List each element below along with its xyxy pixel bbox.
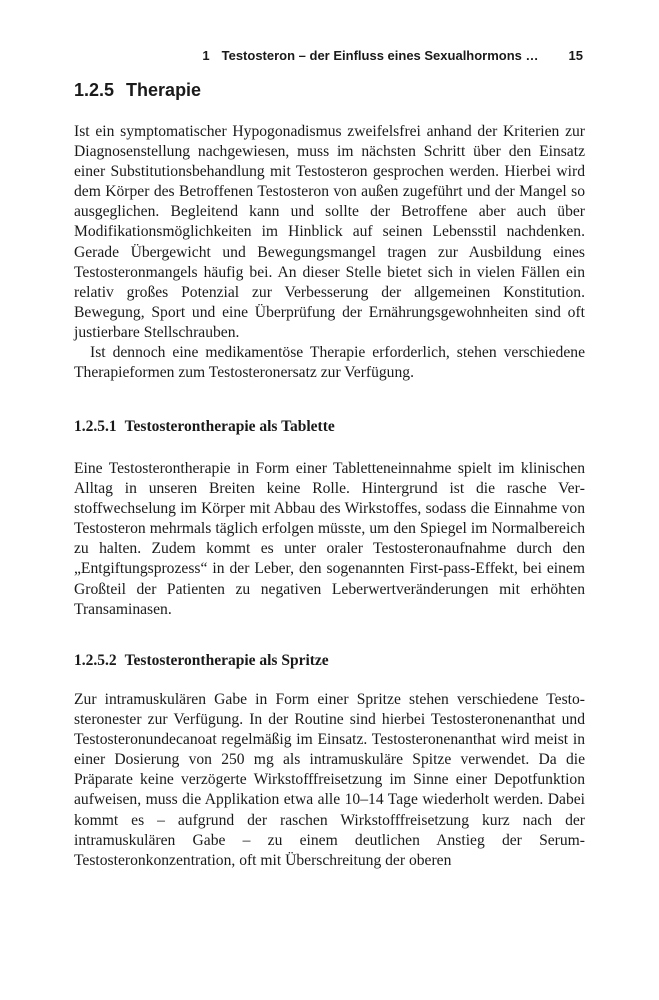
section-title: Therapie	[126, 80, 202, 100]
subsection-number: 1.2.5.1	[74, 418, 117, 435]
subsection-title: Testosterontherapie als Spritze	[124, 652, 329, 669]
paragraph: Eine Testosterontherapie in Form einer Tabletteneinnahme spielt im klinischen Alltag in unseren Breiten keine Rolle. Hintergrund ist die rasche Verstoffwechselung im Körper mit Abbau des Wirkstoffes, sodass die Einnahme von Testosteron mehrmals täglich erfolgen müsste, um den Spiegel im Normalbereich zu halten. Zudem kommt es unter oraler Testosteronaufnahme durch den „Entgiftungsprozess“ in der Leber, den sogenannten First-pass-Effekt, bei einem Großteil der Patienten zu negativen Leberwertveränderungen mit erhöhten Transaminasen.	[74, 460, 585, 618]
paragraph: Ist dennoch eine medikamentöse Therapie erforderlich, stehen verschiedene Therapieformen zum Testosteronersatz zur Verfügung.	[74, 344, 585, 382]
page-number: 15	[568, 48, 583, 63]
subsection-heading-tablet	[74, 418, 335, 436]
chapter-title: Testosteron – der Einfluss eines Sexualhormons …	[221, 48, 539, 63]
section-number: 1.2.5	[74, 80, 115, 100]
chapter-number: 1	[202, 48, 210, 63]
paragraph: Zur intramuskulären Gabe in Form einer Spritze stehen verschiedene Testosteronester zur Verfügung. In der Routine sind hierbei Testosteronenanthat und Testosteronundecanoat regelmäßig im Einsatz. Testosteronenanthat wird meist in einer Dosierung von 250 mg als intramuskuläre Spitze verwendet. Da die Präparate keine verzögerte Wirkstofffreisetzung im Sinne einer Depotfunktion aufweisen, muss die Applikation etwa alle 10–14 Tage wiederholt werden. Dabei kommt es – aufgrund der raschen Wirkstofffreisetzung kurz nach der intramuskulären Gabe – zu einem deutlichen Anstieg der Serum-Testosteronkonzentration, oft mit Überschreitung der oberen	[74, 691, 585, 869]
section-body	[74, 122, 585, 383]
paragraph: Ist ein symptomatischer Hypogonadismus zweifelsfrei anhand der Kriterien zur Diagnosenstellung nachgewiesen, muss im nächsten Schritt über den Einsatz einer Substitutionsbehandlung mit Testosteron gesprochen werden. Hierbei wird dem Körper des Betroffenen Testosteron von außen zugeführt und der Mangel so ausgeglichen. Begleitend kann und sollte der Betroffene aber auch über Modifikationsmöglichkeiten im Hinblick auf seinen Lebensstil nachdenken. Gerade Übergewicht und Bewegungsmangel tragen zur Ausbildung eines Testosteronmangels häufig bei. An dieser Stelle bietet sich in vielen Fällen ein relativ großes Potenzial zur Verbesserung der allgemeinen Konstitution. Bewegung, Sport und eine Überprüfung der Ernährungsgewohnheiten sind oft justierbare Stellschrauben.	[74, 123, 585, 341]
running-head	[202, 48, 583, 63]
subsection-heading-injection	[74, 652, 329, 670]
subsection-number: 1.2.5.2	[74, 652, 117, 669]
subsection-body-injection	[74, 690, 585, 871]
subsection-title: Testosterontherapie als Tablette	[124, 418, 335, 435]
subsection-body-tablet	[74, 459, 585, 620]
section-heading	[74, 80, 201, 101]
